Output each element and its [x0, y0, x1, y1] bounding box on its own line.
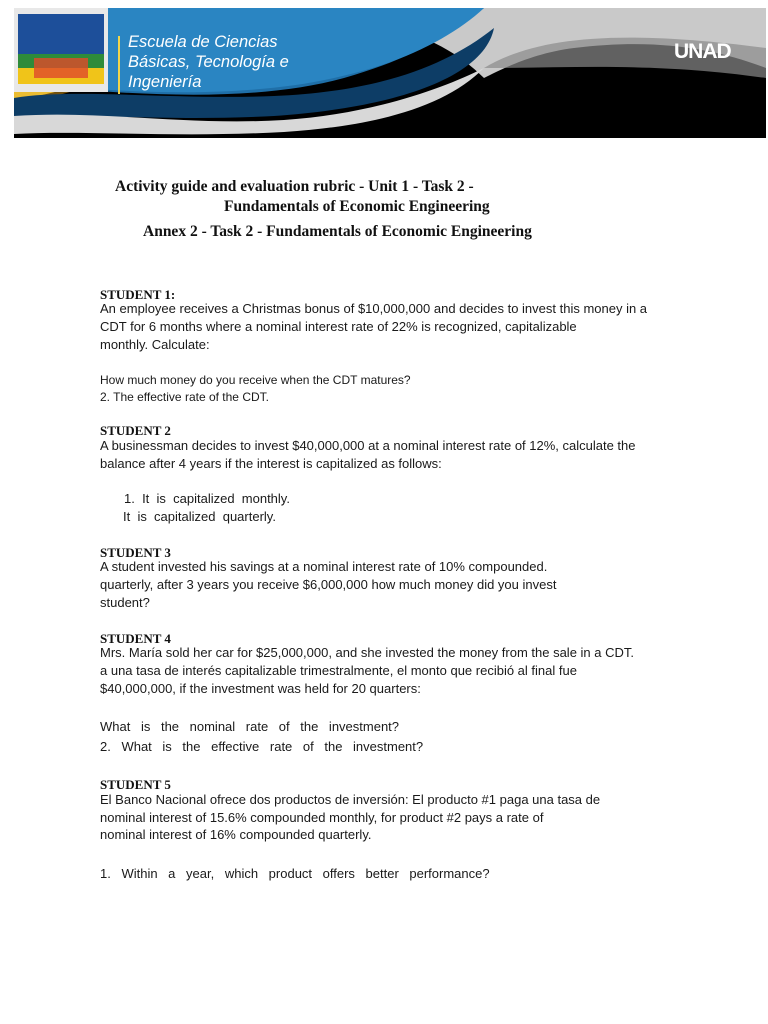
student-2-heading: STUDENT 2: [100, 423, 171, 438]
title-line-1: Activity guide and evaluation rubric - Unit 1 - Task 2 -: [115, 178, 474, 195]
student-5-question-1: 1. Within a year, which product offers better performance?: [100, 866, 490, 881]
student-1-line-1: An employee receives a Christmas bonus of $10,000,000 and decides to invest this money in a: [100, 301, 648, 316]
student-2-line-2: balance after 4 years if the interest is capitalized as follows:: [100, 456, 442, 471]
student-3-heading: STUDENT 3: [100, 545, 171, 560]
title-line-3: Annex 2 - Task 2 - Fundamentals of Economic Engineering: [143, 223, 532, 240]
student-4-question-1: What is the nominal rate of the investment?: [100, 719, 400, 734]
banner-divider: [118, 36, 120, 94]
student-5-heading: STUDENT 5: [100, 777, 171, 792]
student-4-question-2: 2. What is the effective rate of the investment?: [100, 739, 424, 754]
student-1-question-1: How much money do you receive when the CDT matures?: [100, 373, 411, 387]
student-4-line-2: a una tasa de interés capitalizable trimestralmente, el monto que recibió al final fue: [100, 663, 577, 678]
student-2-question-2: It is capitalized quarterly.: [123, 509, 276, 524]
student-4-line-3: $40,000,000, if the investment was held for 20 quarters:: [100, 681, 421, 696]
student-3-line-2: quarterly, after 3 years you receive $6,000,000 how much money did you invest: [100, 577, 557, 592]
student-3-line-3: student?: [100, 595, 150, 610]
student-4-heading: STUDENT 4: [100, 631, 171, 646]
student-1-heading: STUDENT 1:: [100, 287, 176, 302]
header-banner: [14, 8, 766, 138]
student-4-line-1: Mrs. María sold her car for $25,000,000, and she invested the money from the sale in a CDT.: [100, 645, 634, 660]
banner-graphic: [14, 8, 766, 138]
student-5-line-2: nominal interest of 15.6% compounded monthly, for product #2 pays a rate of: [100, 810, 544, 825]
school-line-2: Básicas, Tecnología e: [128, 53, 289, 71]
student-2-question-1: 1. It is capitalized monthly.: [124, 491, 290, 506]
student-1-question-2: 2. The effective rate of the CDT.: [100, 390, 269, 404]
school-line-3: Ingeniería: [128, 73, 202, 91]
student-3-line-1: A student invested his savings at a nominal interest rate of 10% compounded.: [100, 559, 548, 574]
student-5-line-1: El Banco Nacional ofrece dos productos de inversión: El producto #1 paga una tasa de: [100, 792, 601, 807]
unad-logo-text: UNAD: [674, 40, 731, 63]
student-5-line-3: nominal interest of 16% compounded quarterly.: [100, 827, 372, 842]
unad-logo: [14, 8, 108, 92]
student-1-line-3: monthly. Calculate:: [100, 337, 210, 352]
title-line-2: Fundamentals of Economic Engineering: [224, 198, 490, 215]
school-line-1: Escuela de Ciencias: [128, 33, 278, 51]
student-1-line-2: CDT for 6 months where a nominal interest rate of 22% is recognized, capitalizable: [100, 319, 577, 334]
student-2-line-1: A businessman decides to invest $40,000,000 at a nominal interest rate of 12%, calculate the: [100, 438, 636, 453]
